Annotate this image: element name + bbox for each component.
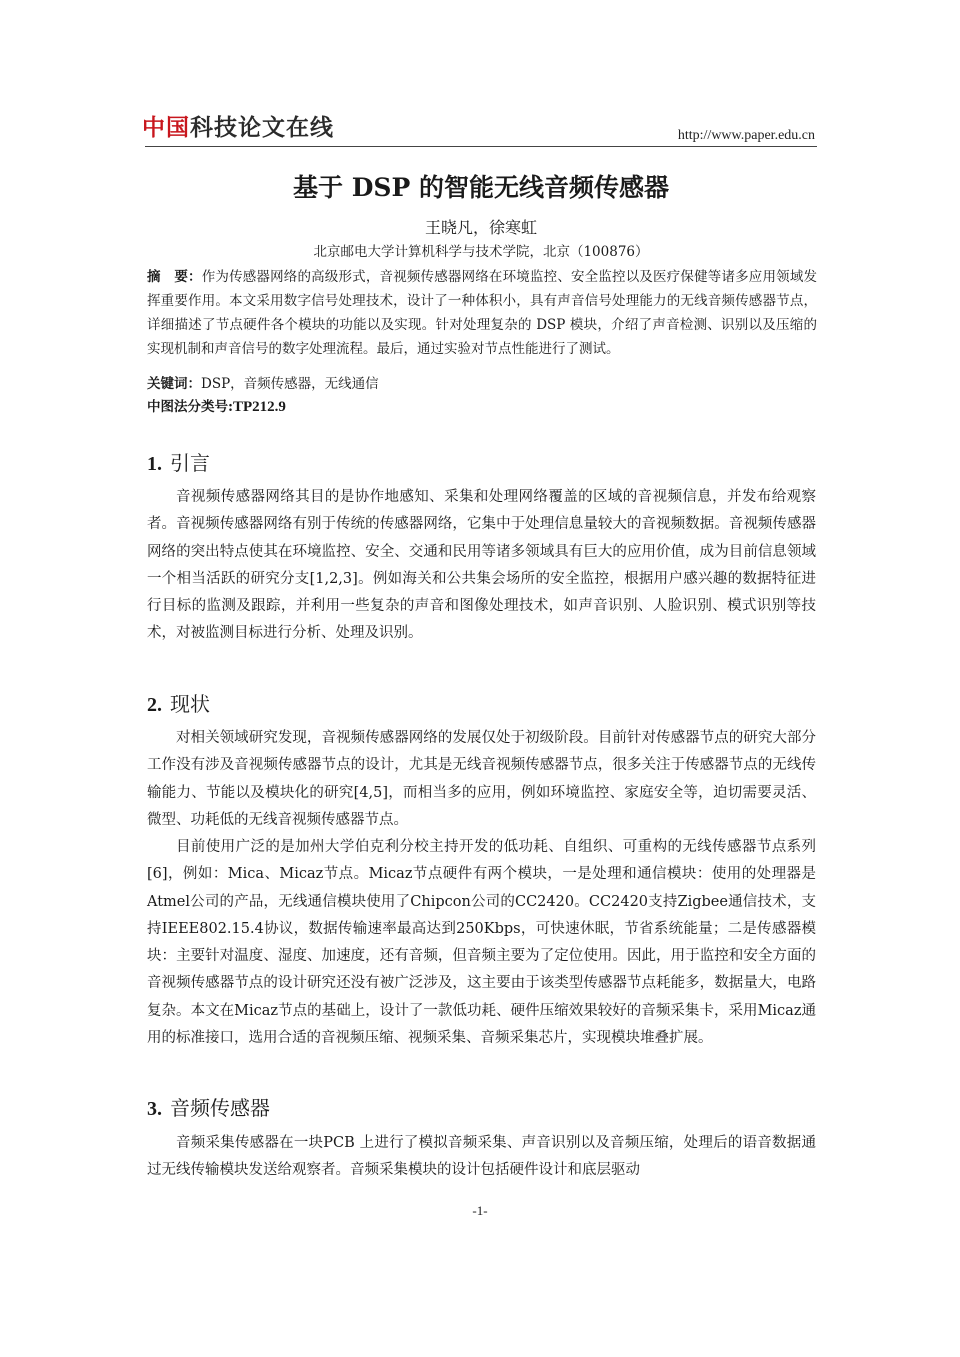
section-number: 1. [147,453,162,475]
section-paragraph: 对相关领域研究发现，音视频传感器网络的发展仅处于初级阶段。目前针对传感器节点的研究大部分工作没有涉及音视频传感器节点的设计，尤其是无线音视频传感器节点，很多关注于传感器节点的无线传输能力、节能以及模块化的研究[4,5]，而相当多的应用，例如环境监控、家庭安全等，迫切需要灵活、微型、功耗低的无线音视频传感器节点。 [147,730,816,828]
section-number: 3. [147,1098,162,1120]
section-paragraph: 音视频传感器网络其目的是协作地感知、采集和处理网络覆盖的区域的音视频信息，并发布给观察者。音视频传感器网络有别于传统的传感器网络，它集中于处理信息量较大的音视频数据。音视频传感器网络的突出特点使其在环境监控、安全、交通和民用等诸多领域具有巨大的应用价值，成为目前信息领域一个相当活跃的研究分支[1,2,3]。例如海关和公共集会场所的安全监控，根据用户感兴趣的数据特征进行目标的监测及跟踪，并利用一些复杂的声音和图像处理技术，如声音识别、人脸识别、模式识别等技术，对被监测目标进行分析、处理及识别。 [147,489,816,642]
site-url-link[interactable]: http://www.paper.edu.cn [677,128,815,143]
section-title: 现状 [170,692,210,716]
section-heading-status [147,690,210,719]
abstract-text: 作为传感器网络的高级形式，音视频传感器网络在环境监控、安全监控以及医疗保健等诸多应用领域发挥重要作用。本文采用数字信号处理技术，设计了一种体积小，具有声音信号处理能力的无线音频传感器节点，详细描述了节点硬件各个模块的功能以及实现。针对处理复杂的 DSP 模块，介绍了声音检测、识别以及压缩的实现机制和声音信号的数字处理流程。最后，通过实验对节点性能进行了测试。 [147,269,818,357]
section-heading-introduction [147,449,210,478]
brand-logo-dark: 科技论文在线 [190,115,334,141]
brand-logo[interactable] [142,114,334,142]
brand-logo-red: 中国 [142,115,190,141]
page-number: -1- [472,1203,488,1218]
classification-code: TP212.9 [232,399,286,415]
section-paragraph: 音频采集传感器在一块PCB 上进行了模拟音频采集、声音识别以及音频压缩，处理后的语音数据通过无线传输模块发送给观察者。音频采集模块的设计包括硬件设计和底层驱动 [147,1135,816,1179]
paper-authors: 王晓凡，徐寒虹 [424,218,537,237]
classification-label: 中图法分类号: [147,399,233,415]
section-heading-audio-sensor [147,1094,270,1123]
abstract [147,265,817,361]
keywords-label: 关键词： [147,376,201,392]
header-divider [145,146,817,147]
section-number: 2. [147,694,162,716]
paper-title: 基于 DSP 的智能无线音频传感器 [293,173,669,202]
section-title: 音频传感器 [170,1096,270,1120]
keywords [147,373,817,395]
paper-affiliation: 北京邮电大学计算机科学与技术学院，北京（100876） [313,244,649,260]
abstract-label: 摘 要： [147,269,202,285]
classification [147,396,817,418]
section-paragraph: 目前使用广泛的是加州大学伯克利分校主持开发的低功耗、自组织、可重构的无线传感器节点系列[6]，例如：Mica、Micaz节点。Micaz节点硬件有两个模块，一是处理和通信模块：使用的处理器是Atmel公司的产品，无线通信模块使用了Chipcon公司的CC2420。CC2420支持Zigbee通信技术，支持IEEE802.15.4协议，数据传输速率最高达到250Kbps，可快速休眠，节省系统能量；二是传感器模块：主要针对温度、湿度、加速度，还有音频，但音频主要为了定位使用。因此，用于监控和安全方面的音视频传感器节点的设计研究还没有被广泛涉及，这主要由于该类型传感器节点耗能多，数据量大，电路复杂。本文在Micaz节点的基础上，设计了一款低功耗、硬件压缩效果较好的音频采集卡，采用Micaz通用的标准接口，选用合适的音视频压缩、视频采集、音频采集芯片，实现模块堆叠扩展。 [147,839,816,1047]
keywords-text: DSP，音频传感器，无线通信 [201,376,379,392]
section-title: 引言 [170,451,210,475]
